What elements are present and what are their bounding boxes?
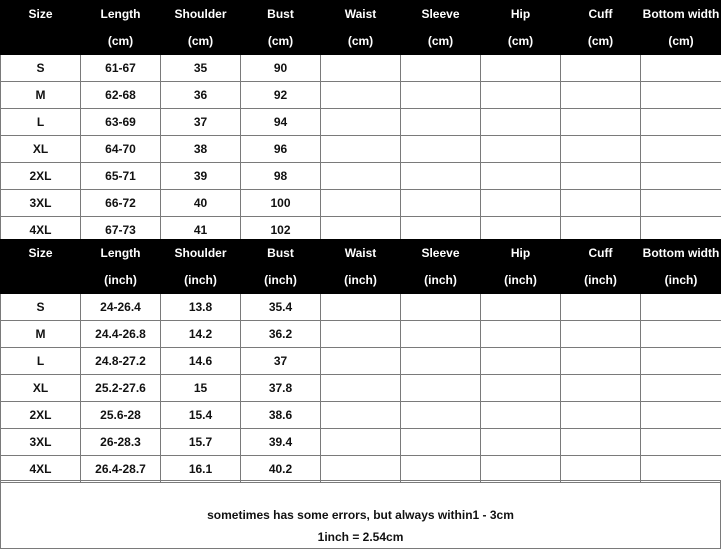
cell-shoulder: 14.2 <box>161 321 241 348</box>
cell-bottom-width <box>641 321 721 348</box>
cell-bust: 38.6 <box>241 402 321 429</box>
cell-hip <box>481 456 561 483</box>
size-label: 2XL <box>1 402 81 429</box>
unit-label-size <box>1 267 81 294</box>
size-label: 4XL <box>1 456 81 483</box>
cell-bust: 90 <box>241 55 321 82</box>
column-header-length: Length <box>81 240 161 267</box>
cell-waist <box>321 321 401 348</box>
cell-length: 64-70 <box>81 136 161 163</box>
cell-sleeve <box>401 55 481 82</box>
column-header-length: Length <box>81 1 161 28</box>
cell-length: 66-72 <box>81 190 161 217</box>
cell-bottom-width <box>641 456 721 483</box>
size-label: XL <box>1 375 81 402</box>
conversion-note: 1inch = 2.54cm <box>317 530 404 544</box>
table-row <box>1 429 721 456</box>
unit-label-hip: (inch) <box>481 267 561 294</box>
table-row <box>1 136 721 163</box>
cell-bust: 40.2 <box>241 456 321 483</box>
unit-label-waist: (cm) <box>321 28 401 55</box>
cell-length: 65-71 <box>81 163 161 190</box>
cell-waist <box>321 375 401 402</box>
cell-shoulder: 13.8 <box>161 294 241 321</box>
cell-shoulder: 15 <box>161 375 241 402</box>
cell-length: 24.8-27.2 <box>81 348 161 375</box>
size-label: L <box>1 109 81 136</box>
cell-cuff <box>561 402 641 429</box>
column-header-bust: Bust <box>241 1 321 28</box>
measurement-note <box>0 480 721 549</box>
cell-length: 62-68 <box>81 82 161 109</box>
size-table-cm <box>0 0 721 244</box>
cell-shoulder: 14.6 <box>161 348 241 375</box>
cell-waist <box>321 429 401 456</box>
cell-waist <box>321 163 401 190</box>
unit-label-bottom-width: (cm) <box>641 28 721 55</box>
cell-bottom-width <box>641 190 721 217</box>
cell-shoulder: 40 <box>161 190 241 217</box>
cell-bottom-width <box>641 109 721 136</box>
table-row <box>1 402 721 429</box>
cell-shoulder: 36 <box>161 82 241 109</box>
cell-shoulder: 15.7 <box>161 429 241 456</box>
cell-sleeve <box>401 402 481 429</box>
cell-bust: 102 <box>241 217 321 244</box>
cell-bust: 96 <box>241 136 321 163</box>
cell-shoulder: 38 <box>161 136 241 163</box>
cell-hip <box>481 348 561 375</box>
size-label: M <box>1 321 81 348</box>
column-header-hip: Hip <box>481 240 561 267</box>
cell-length: 63-69 <box>81 109 161 136</box>
cell-shoulder: 35 <box>161 55 241 82</box>
cell-cuff <box>561 109 641 136</box>
size-label: M <box>1 82 81 109</box>
unit-label-bottom-width: (inch) <box>641 267 721 294</box>
unit-label-cuff: (inch) <box>561 267 641 294</box>
table-row <box>1 82 721 109</box>
cell-length: 61-67 <box>81 55 161 82</box>
unit-label-sleeve: (inch) <box>401 267 481 294</box>
cell-length: 25.2-27.6 <box>81 375 161 402</box>
cell-cuff <box>561 190 641 217</box>
column-header-shoulder: Shoulder <box>161 240 241 267</box>
cell-shoulder: 15.4 <box>161 402 241 429</box>
cell-shoulder: 37 <box>161 109 241 136</box>
cell-bottom-width <box>641 402 721 429</box>
cell-bottom-width <box>641 82 721 109</box>
table-row <box>1 456 721 483</box>
unit-label-shoulder: (inch) <box>161 267 241 294</box>
column-header-waist: Waist <box>321 240 401 267</box>
cell-length: 25.6-28 <box>81 402 161 429</box>
cell-sleeve <box>401 82 481 109</box>
column-header-sleeve: Sleeve <box>401 240 481 267</box>
size-label: S <box>1 294 81 321</box>
column-header-cuff: Cuff <box>561 1 641 28</box>
cell-waist <box>321 55 401 82</box>
size-table-inch <box>0 239 721 483</box>
cell-length: 26.4-28.7 <box>81 456 161 483</box>
cell-hip <box>481 294 561 321</box>
cell-waist <box>321 82 401 109</box>
size-label: 4XL <box>1 217 81 244</box>
cell-cuff <box>561 294 641 321</box>
unit-label-sleeve: (cm) <box>401 28 481 55</box>
column-header-size: Size <box>1 240 81 267</box>
cell-hip <box>481 429 561 456</box>
cell-bottom-width <box>641 375 721 402</box>
cell-sleeve <box>401 456 481 483</box>
cell-cuff <box>561 348 641 375</box>
cell-waist <box>321 456 401 483</box>
cell-sleeve <box>401 375 481 402</box>
cell-hip <box>481 163 561 190</box>
header-row-cm <box>1 1 721 28</box>
cell-sleeve <box>401 109 481 136</box>
column-header-shoulder: Shoulder <box>161 1 241 28</box>
cell-cuff <box>561 136 641 163</box>
cell-hip <box>481 375 561 402</box>
cell-sleeve <box>401 163 481 190</box>
cell-length: 24-26.4 <box>81 294 161 321</box>
header-row-inch <box>1 240 721 267</box>
cell-sleeve <box>401 294 481 321</box>
unit-label-length: (inch) <box>81 267 161 294</box>
cell-bottom-width <box>641 429 721 456</box>
table-row <box>1 55 721 82</box>
unit-label-cuff: (cm) <box>561 28 641 55</box>
cell-hip <box>481 136 561 163</box>
size-label: L <box>1 348 81 375</box>
cell-hip <box>481 109 561 136</box>
cell-sleeve <box>401 429 481 456</box>
cell-waist <box>321 348 401 375</box>
cell-waist <box>321 136 401 163</box>
size-label: 3XL <box>1 429 81 456</box>
cell-bottom-width <box>641 294 721 321</box>
unit-label-bust: (cm) <box>241 28 321 55</box>
cell-bust: 94 <box>241 109 321 136</box>
cell-sleeve <box>401 348 481 375</box>
unit-row-inch <box>1 267 721 294</box>
cell-hip <box>481 55 561 82</box>
column-header-hip: Hip <box>481 1 561 28</box>
cell-cuff <box>561 456 641 483</box>
cell-bottom-width <box>641 55 721 82</box>
unit-label-length: (cm) <box>81 28 161 55</box>
cell-sleeve <box>401 190 481 217</box>
cell-bust: 100 <box>241 190 321 217</box>
cell-hip <box>481 402 561 429</box>
table-row <box>1 163 721 190</box>
table-row <box>1 375 721 402</box>
unit-label-waist: (inch) <box>321 267 401 294</box>
column-header-cuff: Cuff <box>561 240 641 267</box>
cell-length: 24.4-26.8 <box>81 321 161 348</box>
unit-label-shoulder: (cm) <box>161 28 241 55</box>
cell-hip <box>481 190 561 217</box>
cell-cuff <box>561 55 641 82</box>
cell-bottom-width <box>641 136 721 163</box>
column-header-size: Size <box>1 1 81 28</box>
cell-shoulder: 16.1 <box>161 456 241 483</box>
cell-sleeve <box>401 136 481 163</box>
table-row <box>1 348 721 375</box>
size-label: XL <box>1 136 81 163</box>
unit-label-hip: (cm) <box>481 28 561 55</box>
cell-bust: 35.4 <box>241 294 321 321</box>
cell-cuff <box>561 429 641 456</box>
column-header-bust: Bust <box>241 240 321 267</box>
cell-length: 26-28.3 <box>81 429 161 456</box>
cell-waist <box>321 402 401 429</box>
table-row <box>1 190 721 217</box>
cell-bust: 92 <box>241 82 321 109</box>
table-row <box>1 321 721 348</box>
cell-cuff <box>561 82 641 109</box>
cell-cuff <box>561 321 641 348</box>
cell-sleeve <box>401 321 481 348</box>
table-row <box>1 109 721 136</box>
cell-bust: 37.8 <box>241 375 321 402</box>
table-row <box>1 294 721 321</box>
cell-length: 67-73 <box>81 217 161 244</box>
cell-hip <box>481 321 561 348</box>
cell-shoulder: 39 <box>161 163 241 190</box>
column-header-bottom-width: Bottom width <box>641 1 721 28</box>
unit-row-cm <box>1 28 721 55</box>
cell-waist <box>321 190 401 217</box>
unit-label-bust: (inch) <box>241 267 321 294</box>
column-header-waist: Waist <box>321 1 401 28</box>
cell-bust: 39.4 <box>241 429 321 456</box>
cell-hip <box>481 82 561 109</box>
cell-waist <box>321 294 401 321</box>
cell-cuff <box>561 163 641 190</box>
error-note: sometimes has some errors, but always within1 - 3cm <box>207 508 514 522</box>
cell-bust: 98 <box>241 163 321 190</box>
column-header-bottom-width: Bottom width <box>641 240 721 267</box>
unit-label-size <box>1 28 81 55</box>
cell-waist <box>321 109 401 136</box>
column-header-sleeve: Sleeve <box>401 1 481 28</box>
size-label: 2XL <box>1 163 81 190</box>
cell-cuff <box>561 375 641 402</box>
cell-shoulder: 41 <box>161 217 241 244</box>
cell-bust: 36.2 <box>241 321 321 348</box>
cell-bottom-width <box>641 163 721 190</box>
cell-bottom-width <box>641 348 721 375</box>
size-label: S <box>1 55 81 82</box>
cell-bust: 37 <box>241 348 321 375</box>
size-label: 3XL <box>1 190 81 217</box>
